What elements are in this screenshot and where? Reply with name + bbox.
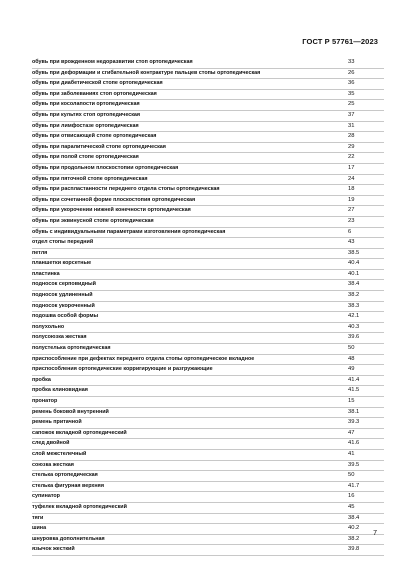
index-term: отдел стопы передний xyxy=(32,239,94,246)
index-entry xyxy=(32,143,384,154)
index-term: обувь при врожденном недоразвитии стоп ортопедическая xyxy=(32,59,193,65)
index-page-ref: 41.7 xyxy=(348,482,360,489)
index-term: ремень боковой внутренний xyxy=(32,408,109,415)
index-entry xyxy=(32,58,384,69)
index-page-ref: 36 xyxy=(348,80,355,87)
index-term: полусоюзка жесткая xyxy=(32,334,87,341)
index-term: супинатор xyxy=(32,493,60,500)
index-term: обувь при деформации и сгибательной контрактуре пальцев стопы ортопедическая xyxy=(32,69,261,76)
index-page-ref: 41.4 xyxy=(348,376,360,383)
index-entry xyxy=(32,450,384,461)
index-page-ref: 31 xyxy=(348,122,355,129)
index-page-ref: 39.3 xyxy=(348,419,360,426)
index-entry xyxy=(32,386,384,397)
index-page-ref: 38.5 xyxy=(348,249,360,256)
index-entry xyxy=(32,461,384,472)
index-entry xyxy=(32,312,384,323)
index-entry xyxy=(32,228,384,239)
index-entry xyxy=(32,323,384,334)
index-entry xyxy=(32,545,384,556)
index-entry xyxy=(32,355,384,366)
index-term: петля xyxy=(32,249,48,256)
index-term: обувь при сочетанной форме плоскостопия ортопедическая xyxy=(32,196,196,203)
index-page-ref: 29 xyxy=(348,143,355,150)
index-entry xyxy=(32,429,384,440)
index-entry xyxy=(32,185,384,196)
index-page-ref: 38.2 xyxy=(348,292,360,299)
index-page-ref: 47 xyxy=(348,429,355,436)
index-entry xyxy=(32,79,384,90)
index-entry xyxy=(32,132,384,143)
index-entry xyxy=(32,206,384,217)
index-page-ref: 25 xyxy=(348,101,355,108)
index-entry xyxy=(32,238,384,249)
index-term: обувь при укорочении нижней конечности ортопедическая xyxy=(32,207,191,214)
index-term: обувь при отвисающей стопе ортопедическая xyxy=(32,133,157,140)
index-page-ref: 41.6 xyxy=(348,440,360,447)
index-page-ref: 23 xyxy=(348,217,355,224)
index-term: обувь при косолапости ортопедическая xyxy=(32,101,140,108)
index-term: сапожок вкладной ортопедический xyxy=(32,429,127,436)
index-page-ref: 39.6 xyxy=(348,334,360,341)
index-entry xyxy=(32,111,384,122)
index-page-ref: 15 xyxy=(348,398,355,404)
page-number: 7 xyxy=(373,530,377,537)
index-page-ref: 38.1 xyxy=(348,408,360,415)
index-entry xyxy=(32,418,384,429)
index-page-ref: 37 xyxy=(348,111,355,118)
index-term: туфелек вкладной ортопедический xyxy=(32,503,127,510)
index-page-ref: 38.2 xyxy=(348,535,360,542)
index-entry xyxy=(32,164,384,175)
index-term: обувь при лимфостазе ортопедическая xyxy=(32,122,139,129)
index-term: обувь при пяточной стопе ортопедическая xyxy=(32,175,148,182)
index-entry xyxy=(32,196,384,207)
index-page-ref: 28 xyxy=(348,133,355,140)
index-term: приспособления ортопедические корригирующие и разгружающие xyxy=(32,366,213,373)
document-header: ГОСТ Р 57761—2023 xyxy=(302,37,378,46)
index-term: полухольно xyxy=(32,323,65,330)
index-term: след двойной xyxy=(32,440,70,447)
index-term: обувь с индивидуальными параметрами изготовления ортопедическая xyxy=(32,228,226,235)
index-entry xyxy=(32,439,384,450)
index-page-ref: 38.4 xyxy=(348,514,360,521)
index-page-ref: 49 xyxy=(348,366,355,373)
index-page-ref: 50 xyxy=(348,472,355,479)
index-term: приспособление при дефектах переднего отдела стопы ортопедическое вкладное xyxy=(32,355,255,362)
index-term: полустелька ортопедическая xyxy=(32,345,111,352)
index-page-ref: 22 xyxy=(348,154,355,161)
index-entry xyxy=(32,270,384,281)
index-entry xyxy=(32,482,384,493)
index-entry xyxy=(32,333,384,344)
index-page-ref: 6 xyxy=(348,228,352,235)
index-entry xyxy=(32,153,384,164)
index-page-ref: 17 xyxy=(348,164,355,171)
index-page-ref: 45 xyxy=(348,503,355,510)
index-term: обувь при полой стопе ортопедическая xyxy=(32,154,139,161)
index-list xyxy=(32,58,384,556)
index-page-ref: 39.8 xyxy=(348,546,360,553)
index-page-ref: 39.5 xyxy=(348,461,360,468)
index-entry xyxy=(32,397,384,408)
index-page-ref: 38.4 xyxy=(348,281,360,288)
index-entry xyxy=(32,122,384,133)
index-page-ref: 40.2 xyxy=(348,525,360,532)
index-entry xyxy=(32,175,384,186)
index-entry xyxy=(32,408,384,419)
index-page-ref: 43 xyxy=(348,239,355,246)
index-term: стелька фигурная верхняя xyxy=(32,482,104,489)
index-term: обувь при продольном плоскостопии ортопедическая xyxy=(32,164,179,171)
index-entry xyxy=(32,492,384,503)
index-entry xyxy=(32,259,384,270)
index-entry xyxy=(32,280,384,291)
index-page-ref: 24 xyxy=(348,175,355,182)
index-entry xyxy=(32,365,384,376)
index-entry xyxy=(32,249,384,260)
index-page-ref: 40.1 xyxy=(348,270,360,277)
index-term: обувь при заболеваниях стоп ортопедическая xyxy=(32,90,157,97)
index-entry xyxy=(32,471,384,482)
index-term: слой межстелечный xyxy=(32,450,87,457)
index-page-ref: 35 xyxy=(348,90,355,97)
index-entry xyxy=(32,302,384,313)
index-term: союзка жесткая xyxy=(32,461,74,468)
index-term: обувь при паралитической стопе ортопедическая xyxy=(32,143,166,150)
index-page-ref: 27 xyxy=(348,207,355,214)
index-entry xyxy=(32,90,384,101)
index-term: подносок удлиненный xyxy=(32,292,93,299)
index-term: обувь при эквинусной стопе ортопедическая xyxy=(32,217,154,224)
index-page-ref: 40.4 xyxy=(348,260,360,267)
index-term: тяги xyxy=(32,514,44,521)
index-page-ref: 41 xyxy=(348,450,355,457)
index-term: подошва особой формы xyxy=(32,313,99,320)
index-page-ref: 42.1 xyxy=(348,313,360,320)
index-term: пробка xyxy=(32,376,51,383)
index-entry xyxy=(32,535,384,546)
index-term: обувь при культях стоп ортопедическая xyxy=(32,111,141,118)
index-entry xyxy=(32,69,384,80)
index-term: ремень притачной xyxy=(32,419,82,426)
index-page-ref: 40.3 xyxy=(348,323,360,330)
index-entry xyxy=(32,503,384,514)
index-entry xyxy=(32,217,384,228)
index-entry xyxy=(32,524,384,535)
index-page-ref: 38.3 xyxy=(348,302,360,309)
index-page-ref: 48 xyxy=(348,355,355,362)
index-entry xyxy=(32,376,384,387)
index-entry xyxy=(32,514,384,525)
index-page-ref: 26 xyxy=(348,69,355,76)
index-page-ref: 18 xyxy=(348,186,355,193)
index-term: язычок жесткий xyxy=(32,546,75,553)
index-term: пронатор xyxy=(32,398,58,404)
index-page-ref: 16 xyxy=(348,493,355,500)
index-term: шина xyxy=(32,525,47,532)
index-page-ref: 33 xyxy=(348,59,355,65)
index-term: пластинка xyxy=(32,270,60,277)
index-term: подносок укороченный xyxy=(32,302,95,309)
index-term: обувь при распластанности переднего отдела стопы ортопедическая xyxy=(32,186,220,193)
index-term: стелька ортопедическая xyxy=(32,472,98,479)
index-term: подносок серповидный xyxy=(32,281,96,288)
index-page-ref: 50 xyxy=(348,345,355,352)
index-term: пробка клиновидная xyxy=(32,387,88,394)
index-entry xyxy=(32,344,384,355)
index-page-ref: 41.5 xyxy=(348,387,360,394)
index-entry xyxy=(32,291,384,302)
index-term: обувь при диабетической стопе ортопедическая xyxy=(32,80,163,87)
index-term: шнуровка дополнительная xyxy=(32,535,105,542)
index-page-ref: 19 xyxy=(348,196,355,203)
index-entry xyxy=(32,100,384,111)
index-term: планшетки корсетные xyxy=(32,260,92,267)
